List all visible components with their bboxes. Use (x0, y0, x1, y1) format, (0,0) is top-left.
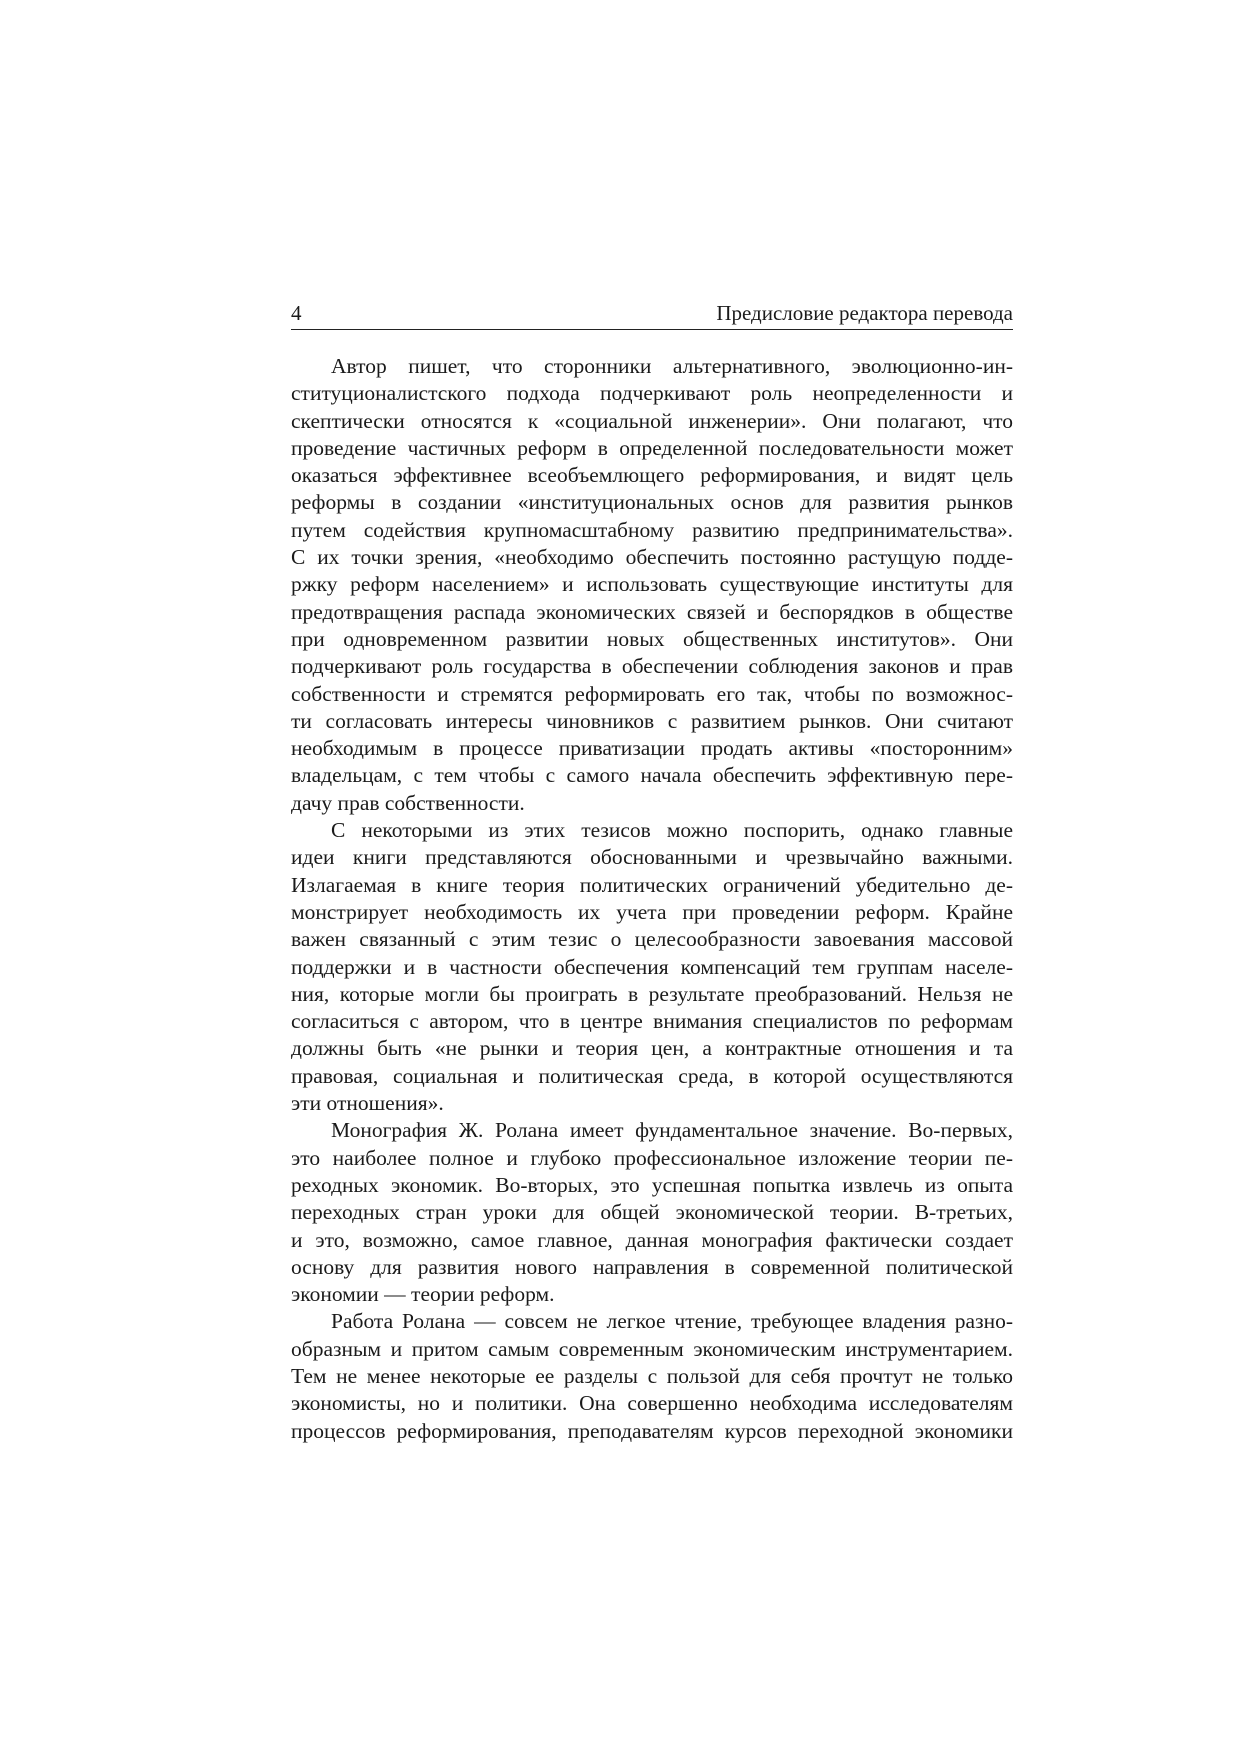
body-text (291, 353, 1013, 1445)
text-line: путем содействия крупномасштабному развитию предпринимательства». (291, 517, 1013, 542)
text-line: важен связанный с этим тезис о целесообразности завоевания массовой (291, 927, 1013, 952)
text-line: дачу прав собственности. (291, 790, 525, 815)
text-line: владельцам, с тем чтобы с самого начала обеспечить эффективную пере- (291, 763, 1013, 788)
text-line: Автор пишет, что сторонники альтернативного, эволюционно-ин- (331, 354, 1013, 378)
text-line: Монография Ж. Ролана имеет фундаментальное значение. Во-первых, (331, 1118, 1013, 1143)
text-line: ржку реформ населением» и использовать существующие институты для (291, 572, 1013, 597)
text-line: согласиться с автором, что в центре внимания специалистов по реформам (291, 1009, 1013, 1034)
text-line: правовая, социальная и политическая среда, в которой осуществляются (291, 1063, 1013, 1088)
text-line: ституционалистского подхода подчеркивают роль неопределенности и (291, 381, 1013, 406)
text-line: С их точки зрения, «необходимо обеспечить постоянно растущую подде- (291, 545, 1013, 570)
text-line: эти отношения». (291, 1091, 444, 1116)
text-line: экономисты, но и политики. Она совершенно необходима исследователям (291, 1391, 1013, 1416)
paragraph (291, 353, 1013, 817)
text-line: реформы в создании «институциональных основ для развития рынков (291, 490, 1013, 515)
paragraph (291, 817, 1013, 1117)
text-line: основу для развития нового направления в современной политической (291, 1254, 1013, 1279)
text-line: собственности и стремятся реформировать его так, чтобы по возможнос- (291, 681, 1013, 706)
text-line: ти согласовать интересы чиновников с развитием рынков. Они считают (291, 708, 1013, 733)
text-line: Работа Ролана — совсем не легкое чтение, требующее владения разно- (331, 1309, 1013, 1334)
text-line: С некоторыми из этих тезисов можно поспорить, однако главные (331, 818, 1013, 843)
text-line: ния, которые могли бы проиграть в результате преобразований. Нельзя не (291, 981, 1013, 1006)
running-header (291, 299, 1013, 330)
text-line: при одновременном развитии новых общественных институтов». Они (291, 626, 1013, 651)
text-line: монстрирует необходимость их учета при проведении реформ. Крайне (291, 899, 1013, 924)
text-line: переходных стран уроки для общей экономической теории. В-третьих, (291, 1200, 1013, 1225)
text-line: процессов реформирования, преподавателям курсов переходной экономики (291, 1418, 1013, 1443)
text-line: скептически относятся к «социальной инженерии». Они полагают, что (291, 408, 1013, 433)
text-line: Излагаемая в книге теория политических ограничений убедительно де- (291, 872, 1013, 897)
text-line: это наиболее полное и глубоко профессиональное изложение теории пе- (291, 1145, 1013, 1170)
page-number: 4 (291, 301, 302, 325)
text-line: образным и притом самым современным экономическим инструментарием. (291, 1336, 1013, 1361)
text-line: реходных экономик. Во-вторых, это успешная попытка извлечь из опыта (291, 1172, 1013, 1197)
paragraph (291, 1117, 1013, 1308)
text-line: экономии — теории реформ. (291, 1282, 555, 1307)
text-line: должны быть «не рынки и теория цен, а контрактные отношения и та (291, 1036, 1013, 1061)
text-line: и это, возможно, самое главное, данная монография фактически создает (291, 1227, 1013, 1252)
text-line: предотвращения распада экономических связей и беспорядков в обществе (291, 599, 1013, 624)
running-header-title: Предисловие редактора перевода (716, 301, 1013, 325)
text-line: Тем не менее некоторые ее разделы с пользой для себя прочтут не только (291, 1363, 1013, 1388)
text-line: подчеркивают роль государства в обеспечении соблюдения законов и прав (291, 654, 1013, 679)
text-line: проведение частичных реформ в определенной последовательности может (291, 435, 1013, 460)
text-line: необходимым в процессе приватизации продать активы «посторонним» (291, 736, 1013, 761)
text-line: идеи книги представляются обоснованными и чрезвычайно важными. (291, 845, 1013, 870)
paragraph (291, 1308, 1013, 1444)
text-line: оказаться эффективнее всеобъемлющего реформирования, и видят цель (291, 463, 1013, 488)
text-line: поддержки и в частности обеспечения компенсаций тем группам населе- (291, 954, 1013, 979)
